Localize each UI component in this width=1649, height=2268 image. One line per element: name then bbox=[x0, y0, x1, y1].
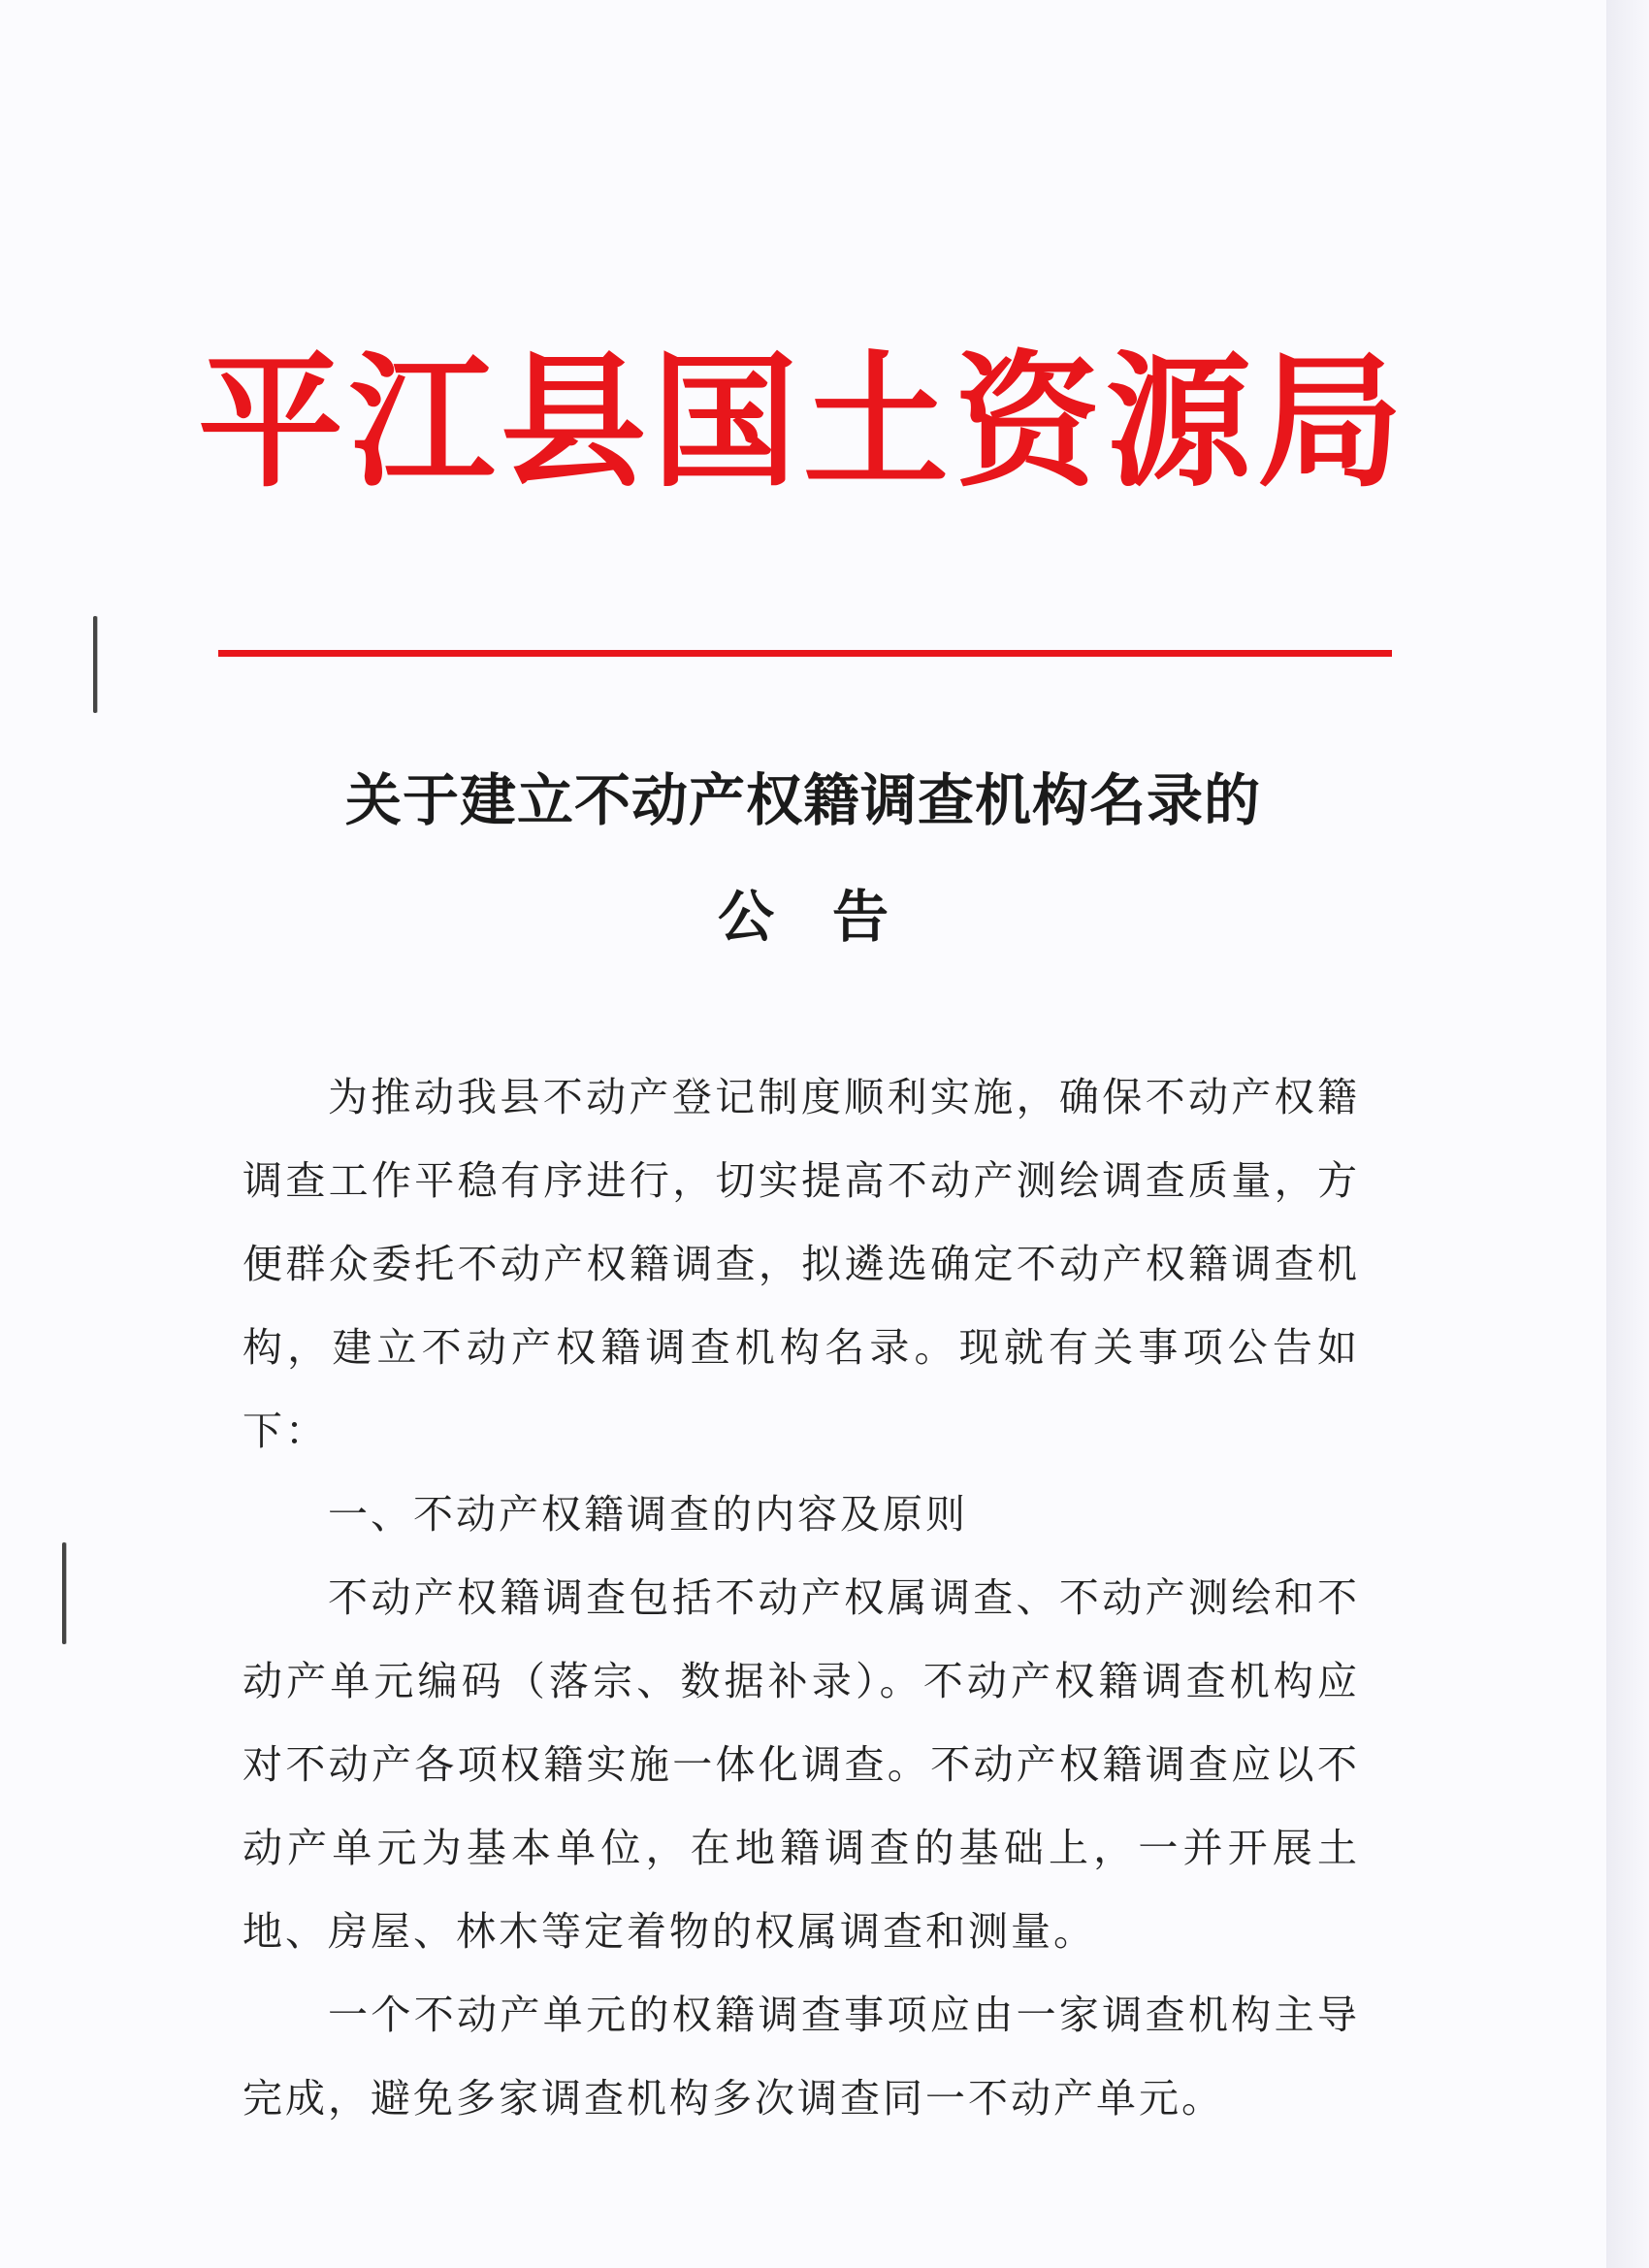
paragraph-scope: 不动产权籍调查包括不动产权属调查、不动产测绘和不动产单元编码（落宗、数据补录）。不动产权籍调查机构应对不动产各项权籍实施一体化调查。不动产权籍调查应以不动产单元为基本单位，在地籍调查的基础上，一并开展土地、房屋、林木等定着物的权属调查和测量。 bbox=[242, 1574, 1360, 1955]
page-edge bbox=[1606, 0, 1649, 2268]
document-title: 关于建立不动产权籍调查机构名录的 bbox=[344, 767, 1261, 833]
document-body bbox=[242, 1055, 1360, 2140]
letterhead-red-rule bbox=[218, 650, 1392, 657]
paragraph-intro: 为推动我县不动产登记制度顺利实施，确保不动产权籍调查工作平稳有序进行，切实提高不动产测绘调查质量，方便群众委托不动产权籍调查，拟遴选确定不动产权籍调查机构，建立不动产权籍调查机构名录。现就有关事项公告如下： bbox=[242, 1074, 1360, 1454]
section-heading-1: 一、不动产权籍调查的内容及原则 bbox=[328, 1491, 968, 1538]
document-title-announcement: 公告 bbox=[717, 884, 947, 950]
staple-top bbox=[93, 616, 97, 713]
paragraph-principle: 一个不动产单元的权籍调查事项应由一家调查机构主导完成，避免多家调查机构多次调查同一不动产单元。 bbox=[242, 1992, 1360, 2122]
letterhead-org-name: 平江县国土资源局 bbox=[197, 337, 1408, 507]
staple-bottom bbox=[62, 1542, 66, 1644]
